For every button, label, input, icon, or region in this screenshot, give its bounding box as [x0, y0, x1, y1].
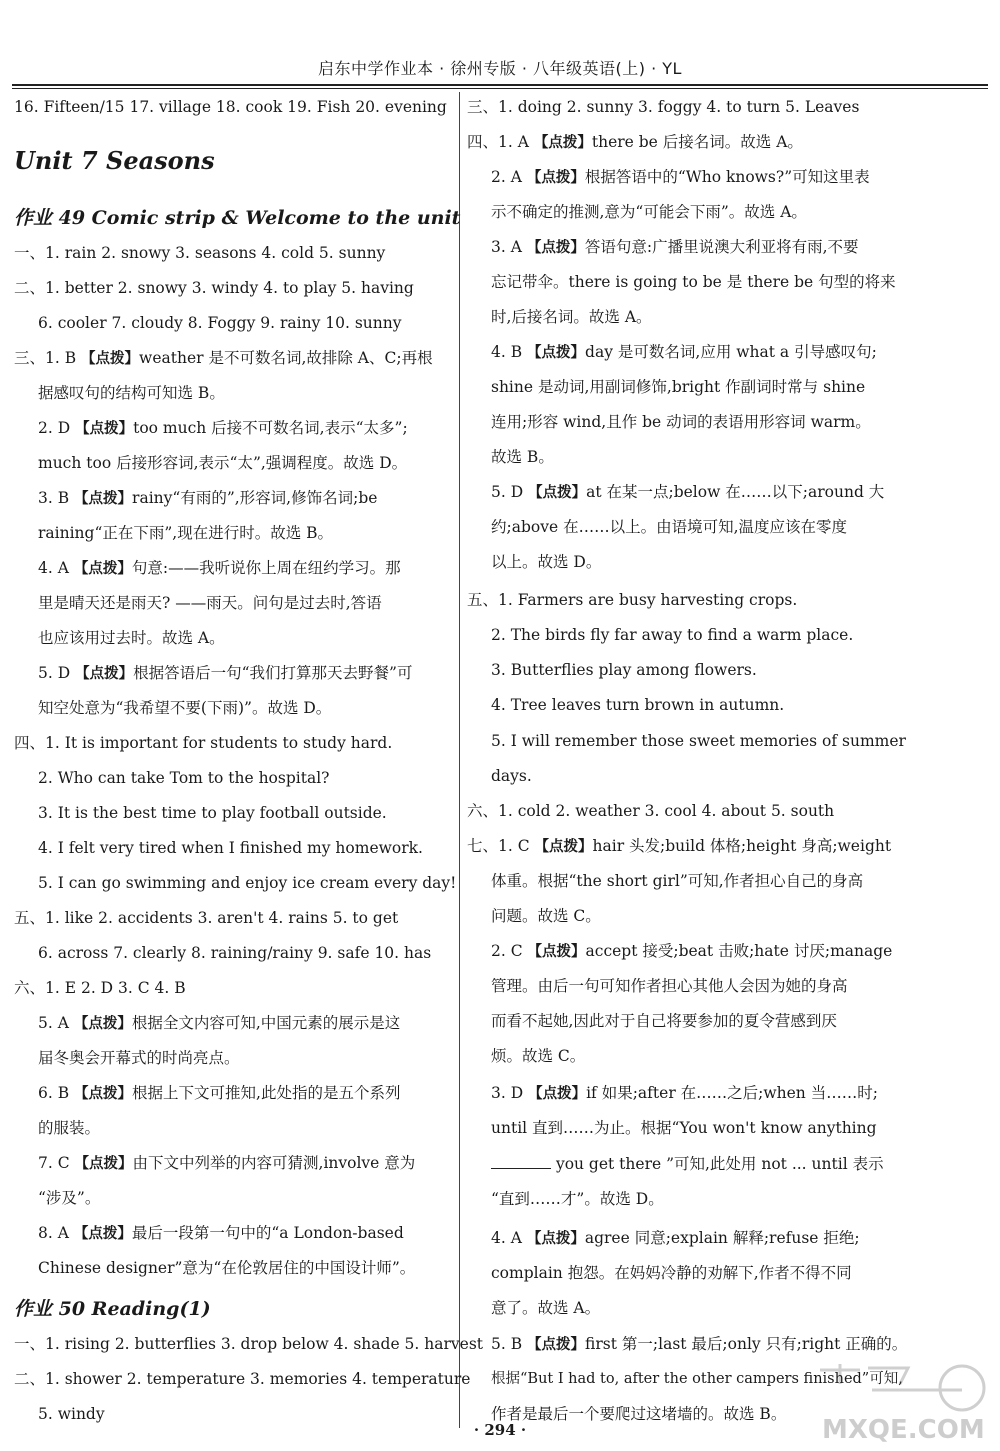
answer-line: 2. The birds fly far away to find a warm place.	[491, 626, 854, 644]
item-number: 3. A	[491, 238, 522, 256]
explanation-line: 据感叹句的结构可知选 B。	[38, 384, 225, 402]
answer-line: 5. windy	[38, 1405, 105, 1423]
answer-line: 2. Who can take Tom to the hospital?	[38, 769, 330, 787]
item-number: 三、1. B	[14, 349, 77, 367]
explanation-text: 根据答语后一句“我们打算那天去野餐”可	[133, 664, 413, 682]
explanation-line: much too 后接形容词,表示“太”,强调程度。故选 D。	[38, 454, 408, 472]
explanation-line: 以上。故选 D。	[491, 553, 602, 571]
explanation-line: 故选 B。	[491, 448, 554, 466]
svg-text:MXQE.COM: MXQE.COM	[822, 1415, 985, 1444]
item-number: 5. A	[38, 1014, 69, 1032]
explanation-line	[491, 167, 870, 188]
item-number: 2. C	[491, 942, 523, 960]
item-number: 5. B	[491, 1335, 523, 1353]
page-number: · 294 ·	[473, 1421, 527, 1439]
explanation-line: 忘记带伞。there is going to be 是 there be 句型的将来	[491, 273, 896, 291]
explanation-line	[38, 418, 408, 439]
explanation-line	[491, 1083, 878, 1104]
tip-label: 【点拨】	[73, 561, 132, 577]
answer-line: 3. Butterflies play among flowers.	[491, 661, 757, 679]
explanation-text: 根据上下文可推知,此处指的是五个系列	[132, 1084, 401, 1102]
explanation-line: 也应该用过去时。故选 A。	[38, 629, 225, 647]
tip-label: 【点拨】	[74, 1086, 133, 1102]
explanation-line	[38, 558, 401, 579]
tip-label: 【点拨】	[73, 1226, 132, 1242]
explanation-line	[491, 941, 892, 962]
explanation-line	[38, 488, 377, 509]
answer-line: 二、1. better 2. snowy 3. windy 4. to play 5. having	[14, 279, 414, 297]
explanation-line	[467, 836, 891, 857]
explanation-line: 届冬奥会开幕式的时尚亮点。	[38, 1049, 240, 1067]
explanation-text: at 在某一点;below 在……以下;around 大	[586, 483, 885, 501]
explanation-text: too much 后接不可数名词,表示“太多”;	[133, 419, 408, 437]
explanation-text: accept 接受;beat 击败;hate 讨厌;manage	[585, 942, 893, 960]
answer-line: 四、1. It is important for students to study hard.	[14, 734, 393, 752]
explanation-line	[491, 482, 884, 503]
explanation-line: 约;above 在……以上。由语境可知,温度应该在零度	[491, 518, 848, 536]
item-number: 七、1. C	[467, 837, 530, 855]
explanation-line: shine 是动词,用副词修饰,bright 作副词时常与 shine	[491, 378, 866, 396]
explanation-line	[491, 342, 877, 363]
watermark-logo	[812, 1360, 992, 1444]
explanation-text: rainy“有雨的”,形容词,修饰名词;be	[132, 489, 378, 507]
answer-line: 4. Tree leaves turn brown in autumn.	[491, 696, 785, 714]
answer-line: 一、1. rising 2. butterflies 3. drop below 4. shade 5. harvest	[14, 1335, 484, 1353]
explanation-line	[38, 663, 412, 684]
explanation-line: 里是晴天还是雨天? ——雨天。问句是过去时,答语	[38, 594, 382, 612]
tip-label: 【点拨】	[528, 1086, 587, 1102]
explanation-line: “直到……才”。故选 D。	[491, 1190, 664, 1208]
answer-line: 五、1. like 2. accidents 3. aren't 4. rains 5. to get	[14, 909, 399, 927]
explanation-line	[38, 1153, 415, 1174]
item-number: 5. D	[491, 483, 524, 501]
item-number: 2. D	[38, 419, 71, 437]
explanation-line	[14, 348, 433, 369]
tip-label: 【点拨】	[526, 170, 585, 186]
homework-heading: 作业 49 Comic strip & Welcome to the unit	[14, 207, 461, 229]
explanation-text: 最后一段第一句中的“a London-based	[131, 1224, 404, 1242]
running-header: 启东中学作业本 · 徐州专版 · 八年级英语(上) · YL	[318, 59, 682, 78]
tip-label: 【点拨】	[528, 485, 587, 501]
tip-label: 【点拨】	[75, 421, 134, 437]
explanation-line	[38, 1223, 404, 1244]
tip-label: 【点拨】	[74, 491, 133, 507]
explanation-line: raining“正在下雨”,现在进行时。故选 B。	[38, 524, 334, 542]
explanation-text: 答语句意:广播里说澳大利亚将有雨,不要	[584, 238, 859, 256]
explanation-line	[491, 1154, 884, 1174]
header-rule	[12, 84, 988, 86]
explanation-line: 意了。故选 A。	[491, 1299, 601, 1317]
explanation-text: 句意:——我听说你上周在纽约学习。那	[131, 559, 401, 577]
explanation-line	[467, 132, 803, 153]
explanation-line: 问题。故选 C。	[491, 907, 601, 925]
explanation-text: 由下文中列举的内容可猜测,involve 意为	[132, 1154, 416, 1172]
explanation-text: you get there ”可知,此处用 not ... until 表示	[555, 1155, 884, 1173]
tip-label: 【点拨】	[527, 944, 586, 960]
answer-blank	[491, 1154, 551, 1169]
item-number: 四、1. A	[467, 133, 529, 151]
explanation-line: 体重。根据“the short girl”可知,作者担心自己的身高	[491, 872, 864, 890]
answer-line: 一、1. rain 2. snowy 3. seasons 4. cold 5. sunny	[14, 244, 386, 262]
explanation-line	[38, 1013, 400, 1034]
answer-line: 5. I will remember those sweet memories of summer	[491, 732, 906, 750]
answer-line: 3. It is the best time to play football outside.	[38, 804, 387, 822]
item-number: 8. A	[38, 1224, 69, 1242]
tip-label: 【点拨】	[527, 345, 586, 361]
answer-line: 六、1. E 2. D 3. C 4. B	[14, 979, 186, 997]
tip-label: 【点拨】	[534, 839, 593, 855]
explanation-line: 的服装。	[38, 1119, 101, 1137]
answer-line: days.	[491, 767, 532, 785]
explanation-line: 而看不起她,因此对于自己将要参加的夏令营感到厌	[491, 1012, 837, 1030]
explanation-line: Chinese designer”意为“在伦敦居住的中国设计师”。	[38, 1259, 416, 1277]
explanation-line: 示不确定的推测,意为“可能会下雨”。故选 A。	[491, 203, 807, 221]
answer-line: 三、1. doing 2. sunny 3. foggy 4. to turn 5. Leaves	[467, 98, 860, 116]
explanation-text: hair 头发;build 体格;height 身高;weight	[592, 837, 892, 855]
answer-line: 6. across 7. clearly 8. raining/rainy 9. safe 10. has	[38, 944, 432, 962]
explanation-text: agree 同意;explain 解释;refuse 拒绝;	[584, 1229, 860, 1247]
explanation-line: 作者是最后一个要爬过这堵墙的。故选 B。	[491, 1405, 787, 1423]
explanation-line: 根据“But I had to, after the other campers finished”可知,	[491, 1371, 903, 1387]
item-number: 4. A	[491, 1229, 522, 1247]
explanation-line: until 直到……为止。根据“You won't know anything	[491, 1119, 877, 1137]
answer-line: 4. I felt very tired when I finished my homework.	[38, 839, 423, 857]
answer-line: 五、1. Farmers are busy harvesting crops.	[467, 591, 798, 609]
explanation-text: first 第一;last 最后;only 只有;right 正确的。	[585, 1335, 908, 1353]
explanation-line	[38, 1083, 400, 1104]
explanation-line: 时,后接名词。故选 A。	[491, 308, 652, 326]
answer-line: 16. Fifteen/15 17. village 18. cook 19. Fish 20. evening	[14, 98, 447, 116]
explanation-line: 烦。故选 C。	[491, 1047, 586, 1065]
tip-label: 【点拨】	[81, 351, 140, 367]
tip-label: 【点拨】	[73, 1016, 132, 1032]
homework-heading: 作业 50 Reading(1)	[14, 1298, 211, 1320]
header-rule-thin	[12, 88, 988, 89]
explanation-line: “涉及”。	[38, 1189, 101, 1207]
unit-title: Unit 7 Seasons	[14, 146, 215, 175]
explanation-text: weather 是不可数名词,故排除 A、C;再根	[139, 349, 433, 367]
explanation-text: day 是可数名词,应用 what a 引导感叹句;	[585, 343, 877, 361]
item-number: 7. C	[38, 1154, 70, 1172]
column-divider	[459, 92, 460, 1428]
tip-label: 【点拨】	[74, 1156, 133, 1172]
answer-line: 6. cooler 7. cloudy 8. Foggy 9. rainy 10. sunny	[38, 314, 402, 332]
item-number: 2. A	[491, 168, 522, 186]
explanation-line	[491, 237, 859, 258]
explanation-text: 根据全文内容可知,中国元素的展示是这	[131, 1014, 401, 1032]
answer-line: 六、1. cold 2. weather 3. cool 4. about 5. south	[467, 802, 835, 820]
tip-label: 【点拨】	[526, 240, 585, 256]
explanation-line: 知空处意为“我希望不要(下雨)”。故选 D。	[38, 699, 332, 717]
answer-line: 5. I can go swimming and enjoy ice cream every day!	[38, 874, 457, 892]
explanation-line	[491, 1228, 860, 1249]
answer-line: 二、1. shower 2. temperature 3. memories 4. temperature	[14, 1370, 471, 1388]
item-number: 4. A	[38, 559, 69, 577]
explanation-text: if 如果;after 在……之后;when 当……时;	[586, 1084, 878, 1102]
explanation-text: there be 后接名词。故选 A。	[591, 133, 803, 151]
tip-label: 【点拨】	[527, 1337, 586, 1353]
explanation-line: 管理。由后一句可知作者担心其他人会因为她的身高	[491, 977, 848, 995]
explanation-line: complain 抱怨。在妈妈冷静的劝解下,作者不得不同	[491, 1264, 852, 1282]
item-number: 3. D	[491, 1084, 524, 1102]
tip-label: 【点拨】	[526, 1231, 585, 1247]
item-number: 5. D	[38, 664, 71, 682]
tip-label: 【点拨】	[75, 666, 134, 682]
tip-label: 【点拨】	[533, 135, 592, 151]
explanation-line: 连用;形容 wind,且作 be 动词的表语用形容词 warm。	[491, 413, 871, 431]
explanation-text: 根据答语中的“Who knows?”可知这里表	[584, 168, 870, 186]
item-number: 3. B	[38, 489, 70, 507]
item-number: 6. B	[38, 1084, 70, 1102]
item-number: 4. B	[491, 343, 523, 361]
explanation-line	[491, 1334, 907, 1355]
